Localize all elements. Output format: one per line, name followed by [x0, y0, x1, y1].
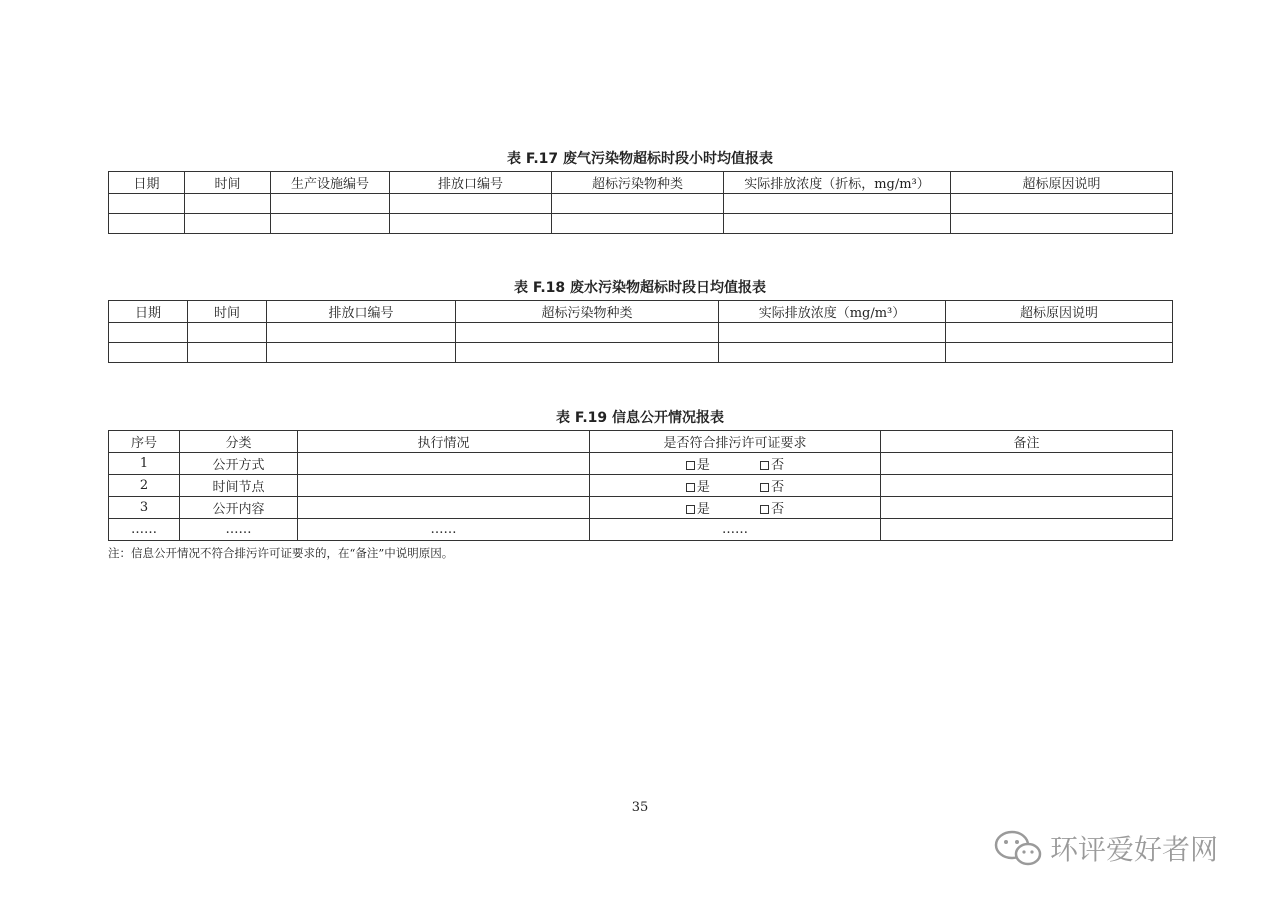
header-serial-no: 序号: [109, 431, 180, 453]
compliance-cell: [590, 475, 881, 497]
table-f19-caption: 表 F.19 信息公开情况报表: [555, 410, 725, 426]
watermark-text: 环评爱好者网: [1050, 833, 1219, 866]
category: 公开方式: [180, 453, 298, 475]
header-reason: 超标原因说明: [946, 301, 1173, 323]
ellipsis-cell: ……: [109, 519, 180, 541]
table-header-row: [109, 301, 1173, 323]
category: 时间节点: [180, 475, 298, 497]
table-f18-caption: 表 F.18 废水污染物超标时段日均值报表: [513, 280, 767, 296]
option-yes-label: 是: [696, 502, 710, 517]
header-actual-concentration: 实际排放浓度（折标，mg/m³）: [724, 172, 951, 194]
checkbox-yes[interactable]: [686, 483, 695, 492]
option-no-label: 否: [771, 502, 785, 517]
watermark: [992, 828, 1218, 868]
category: 公开内容: [180, 497, 298, 519]
option-no-label: 否: [771, 480, 785, 495]
serial-no: 1: [109, 453, 180, 475]
table-row: [109, 343, 1173, 363]
remarks-cell: [881, 497, 1173, 519]
ellipsis-cell: ……: [298, 519, 590, 541]
execution-cell: [298, 475, 590, 497]
header-category: 分类: [180, 431, 298, 453]
header-time: 时间: [188, 301, 267, 323]
header-time: 时间: [185, 172, 271, 194]
table-header-row: [109, 172, 1173, 194]
remarks-cell: [881, 453, 1173, 475]
table-row: [109, 519, 1173, 541]
table-row: [109, 497, 1173, 519]
header-actual-concentration: 实际排放浓度（mg/m³）: [719, 301, 946, 323]
option-yes-label: 是: [696, 458, 710, 473]
table-row: [109, 214, 1173, 234]
ellipsis-cell: ……: [590, 519, 881, 541]
option-yes-label: 是: [696, 480, 710, 495]
checkbox-no[interactable]: [760, 505, 769, 514]
header-outlet-id: 排放口编号: [390, 172, 552, 194]
option-no-label: 否: [771, 458, 785, 473]
header-reason: 超标原因说明: [951, 172, 1173, 194]
header-outlet-id: 排放口编号: [267, 301, 456, 323]
table-row: [109, 475, 1173, 497]
page-number: 35: [631, 800, 649, 815]
header-execution: 执行情况: [298, 431, 590, 453]
header-compliance: 是否符合排污许可证要求: [590, 431, 881, 453]
header-date: 日期: [109, 301, 188, 323]
table-f17: [108, 171, 1173, 234]
compliance-cell: [590, 497, 881, 519]
ellipsis-cell: ……: [180, 519, 298, 541]
table-f17-caption: 表 F.17 废气污染物超标时段小时均值报表: [506, 151, 774, 167]
checkbox-no[interactable]: [760, 461, 769, 470]
header-facility-id: 生产设施编号: [271, 172, 390, 194]
table-f18: [108, 300, 1173, 363]
table-row: [109, 194, 1173, 214]
execution-cell: [298, 453, 590, 475]
header-pollutant-type: 超标污染物种类: [456, 301, 719, 323]
checkbox-no[interactable]: [760, 483, 769, 492]
checkbox-yes[interactable]: [686, 505, 695, 514]
execution-cell: [298, 497, 590, 519]
table-header-row: [109, 431, 1173, 453]
wechat-icon: [992, 828, 1044, 868]
checkbox-yes[interactable]: [686, 461, 695, 470]
table-f19: [108, 430, 1173, 541]
header-date: 日期: [109, 172, 185, 194]
table-note: 注：信息公开情况不符合排污许可证要求的，在“备注”中说明原因。: [108, 546, 454, 560]
remarks-cell: [881, 519, 1173, 541]
table-row: [109, 323, 1173, 343]
remarks-cell: [881, 475, 1173, 497]
serial-no: 3: [109, 497, 180, 519]
serial-no: 2: [109, 475, 180, 497]
header-pollutant-type: 超标污染物种类: [552, 172, 724, 194]
header-remarks: 备注: [881, 431, 1173, 453]
table-row: [109, 453, 1173, 475]
compliance-cell: [590, 453, 881, 475]
